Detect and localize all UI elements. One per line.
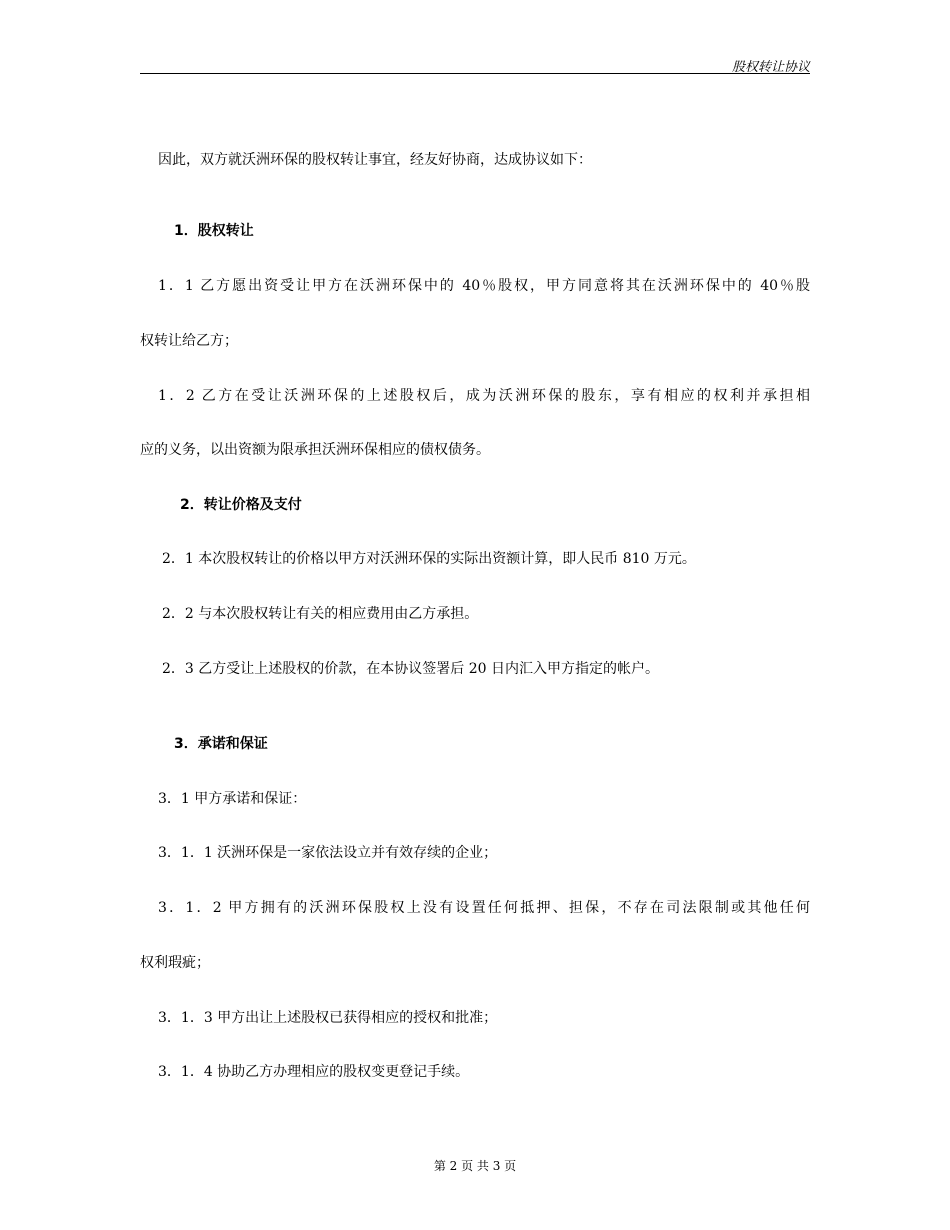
clause-1-1-line2: 权转让给乙方； [140,333,238,349]
clause-1-2-line2: 应的义务，以出资额为限承担沃洲环保相应的债权债务。 [140,442,490,458]
clause-3-1-3: 3．1．3 甲方出让上述股权已获得相应的授权和批准； [158,1010,498,1026]
header-divider [140,73,810,74]
clause-3-1: 3．1 甲方承诺和保证： [158,791,307,807]
clause-2-3: 2．3 乙方受让上述股权的价款，在本协议签署后 20 日内汇入甲方指定的帐户。 [162,661,659,677]
clause-2-2: 2．2 与本次股权转让有关的相应费用由乙方承担。 [162,606,479,622]
section-heading-3: 3．承诺和保证 [174,736,268,752]
section-heading-1: 1．股权转让 [174,223,254,239]
clause-3-1-2-line1: 3．1．2 甲方拥有的沃洲环保股权上没有设置任何抵押、担保，不存在司法限制或其他任何 [158,900,810,916]
clause-3-1-1: 3．1．1 沃洲环保是一家依法设立并有效存续的企业； [158,845,498,861]
clause-1-2-line1: 1．2 乙方在受让沃洲环保的上述股权后，成为沃洲环保的股东，享有相应的权利并承担相 [158,388,810,404]
clause-3-1-2-line2: 权利瑕疵； [140,955,210,971]
clause-2-1: 2．1 本次股权转让的价格以甲方对沃洲环保的实际出资额计算，即人民币 810 万元。 [162,551,696,567]
intro-paragraph: 因此，双方就沃洲环保的股权转让事宜，经友好协商，达成协议如下： [158,152,592,168]
section-heading-2: 2．转让价格及支付 [180,497,302,513]
page-number-footer: 第 2 页 共 3 页 [433,1159,517,1173]
clause-1-1-line1: 1．1 乙方愿出资受让甲方在沃洲环保中的 40％股权，甲方同意将其在沃洲环保中的 40％股 [158,278,810,294]
clause-3-1-4: 3．1．4 协助乙方办理相应的股权变更登记手续。 [158,1064,470,1080]
header-title: 股权转让协议 [731,60,810,75]
